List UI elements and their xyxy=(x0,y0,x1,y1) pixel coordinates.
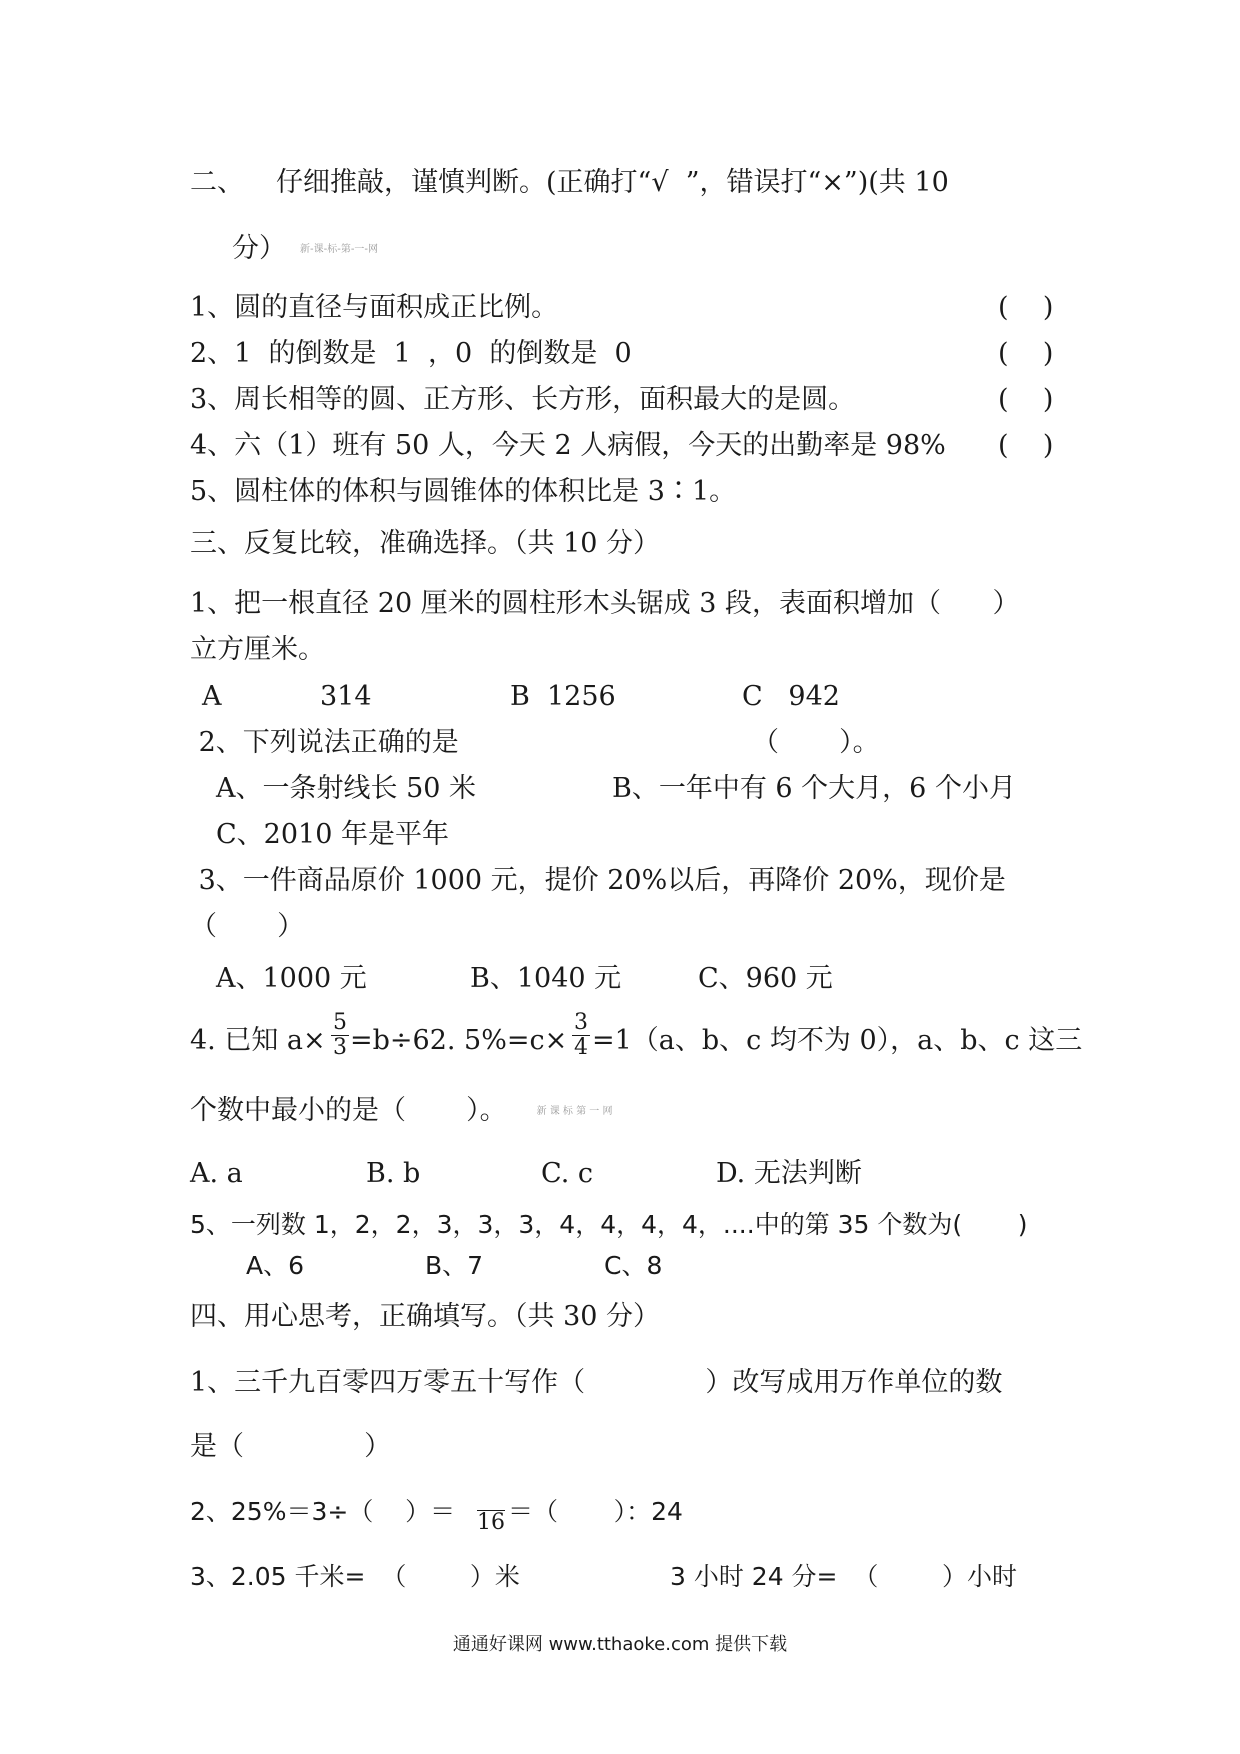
choice-q1-option-a[interactable]: A xyxy=(202,681,222,712)
choice-q2-option-a[interactable]: A、一条射线长 50 米 xyxy=(216,773,477,804)
choice-q5-option-b[interactable]: B、7 xyxy=(425,1251,484,1280)
choice-q1-option-a-value: 314 xyxy=(320,681,372,712)
fraction-denominator: 3 xyxy=(333,1035,347,1060)
fraction-numerator: 5 xyxy=(333,1010,347,1035)
choice-q3-line1: 3、一件商品原价 1000 元，提价 20%以后，再降价 20%，现价是 xyxy=(190,865,1006,896)
fraction-3-4 xyxy=(572,1011,590,1060)
choice-q4-option-c[interactable]: C. c xyxy=(541,1158,593,1189)
judge-item-3: 3、周长相等的圆、正方形、长方形，面积最大的是圆。 xyxy=(190,384,856,415)
fill-q2-prefix: 2、25%＝3÷（ ）＝ xyxy=(190,1497,456,1526)
fill-q3-right: 3 小时 24 分= （ ）小时 xyxy=(670,1562,1017,1591)
judge-item-1: 1、圆的直径与面积成正比例。 xyxy=(190,292,559,323)
choice-q5-option-a[interactable]: A、6 xyxy=(246,1251,305,1280)
answer-paren-4[interactable]: ( ) xyxy=(998,430,1054,461)
judge-item-2: 2、1 的倒数是 1 ，0 的倒数是 0 xyxy=(190,338,632,369)
choice-q2-paren[interactable]: （ ）。 xyxy=(752,727,880,758)
choice-q2-option-b[interactable]: B、一年中有 6 个大月，6 个小月 xyxy=(612,773,1016,804)
choice-q4-prefix: 4. 已知 a× xyxy=(190,1025,326,1056)
choice-q3-option-a[interactable]: A、1000 元 xyxy=(216,963,367,994)
answer-paren-1[interactable]: ( ) xyxy=(998,292,1054,323)
watermark: 新 课 标 第 一 网 xyxy=(536,1105,613,1117)
fill-q3-left: 3、2.05 千米= （ ）米 xyxy=(190,1562,520,1591)
choice-q5-line: 5、一列数 1，2，2，3，3，3，4，4，4，4，....中的第 35 个数为( ) xyxy=(190,1210,1028,1239)
fill-q1-line1: 1、三千九百零四万零五十写作（ ）改写成用万作单位的数 xyxy=(190,1367,1003,1398)
choice-q5-option-c[interactable]: C、8 xyxy=(604,1251,663,1280)
section-2-number: 二、 xyxy=(190,167,244,198)
judge-item-4: 4、六（1）班有 50 人，今天 2 人病假，今天的出勤率是 98% xyxy=(190,430,946,461)
choice-q3-option-b[interactable]: B、1040 元 xyxy=(470,963,622,994)
judge-item-5: 5、圆柱体的体积与圆锥体的体积比是 3∶1。 xyxy=(190,476,737,507)
choice-q4-middle: =b÷62. 5%=c× xyxy=(350,1025,568,1056)
choice-q4-option-d[interactable]: D. 无法判断 xyxy=(716,1158,862,1189)
choice-q2-option-c[interactable]: C、2010 年是平年 xyxy=(216,819,449,850)
choice-q1-line1: 1、把一根直径 20 厘米的圆柱形木头锯成 3 段，表面积增加（ ） xyxy=(190,588,1020,619)
section-4-heading: 四、用心思考，正确填写。（共 30 分） xyxy=(190,1301,661,1332)
fraction-5-3 xyxy=(331,1011,349,1060)
fraction-denominator: 4 xyxy=(574,1035,588,1060)
choice-q3-option-c[interactable]: C、960 元 xyxy=(698,963,833,994)
choice-q1-line2: 立方厘米。 xyxy=(190,634,325,665)
section-2-heading: 仔细推敲，谨慎判断。(正确打“√ ”，错误打“×”)(共 10 xyxy=(276,167,949,198)
choice-q4-option-b[interactable]: B. b xyxy=(366,1158,421,1189)
answer-paren-3[interactable]: ( ) xyxy=(998,384,1054,415)
fraction-numerator: 3 xyxy=(574,1010,588,1035)
answer-paren-2[interactable]: ( ) xyxy=(998,338,1054,369)
fraction-denominator: 16 xyxy=(477,1510,505,1535)
fraction-blank-16 xyxy=(477,1480,505,1535)
choice-q4-option-a[interactable]: A. a xyxy=(190,1158,243,1189)
section-3-heading: 三、反复比较，准确选择。（共 10 分） xyxy=(190,528,661,559)
choice-q4-line2 xyxy=(190,1094,612,1129)
fill-q2-suffix: ＝（ ）：24 xyxy=(508,1497,683,1526)
choice-q4-suffix: =1（a、b、c 均不为 0），a、b、c 这三 xyxy=(592,1025,1083,1056)
watermark: 新-课-标-第-一-网 xyxy=(300,243,379,255)
footer-credit: 通通好课网 www.tthaoke.com 提供下载 xyxy=(452,1634,788,1655)
fill-q1-line2: 是（ ） xyxy=(190,1431,392,1462)
choice-q1-option-c[interactable]: C 942 xyxy=(742,681,840,712)
choice-q2-line: 2、下列说法正确的是 xyxy=(190,727,459,758)
choice-q4-line2-text: 个数中最小的是（ ）。 xyxy=(190,1095,507,1126)
section-2-heading-cont xyxy=(232,232,378,267)
section-2-heading-cont-text: 分） xyxy=(232,233,286,264)
choice-q3-paren[interactable]: （ ） xyxy=(190,911,305,942)
choice-q1-option-b[interactable]: B 1256 xyxy=(510,681,616,712)
